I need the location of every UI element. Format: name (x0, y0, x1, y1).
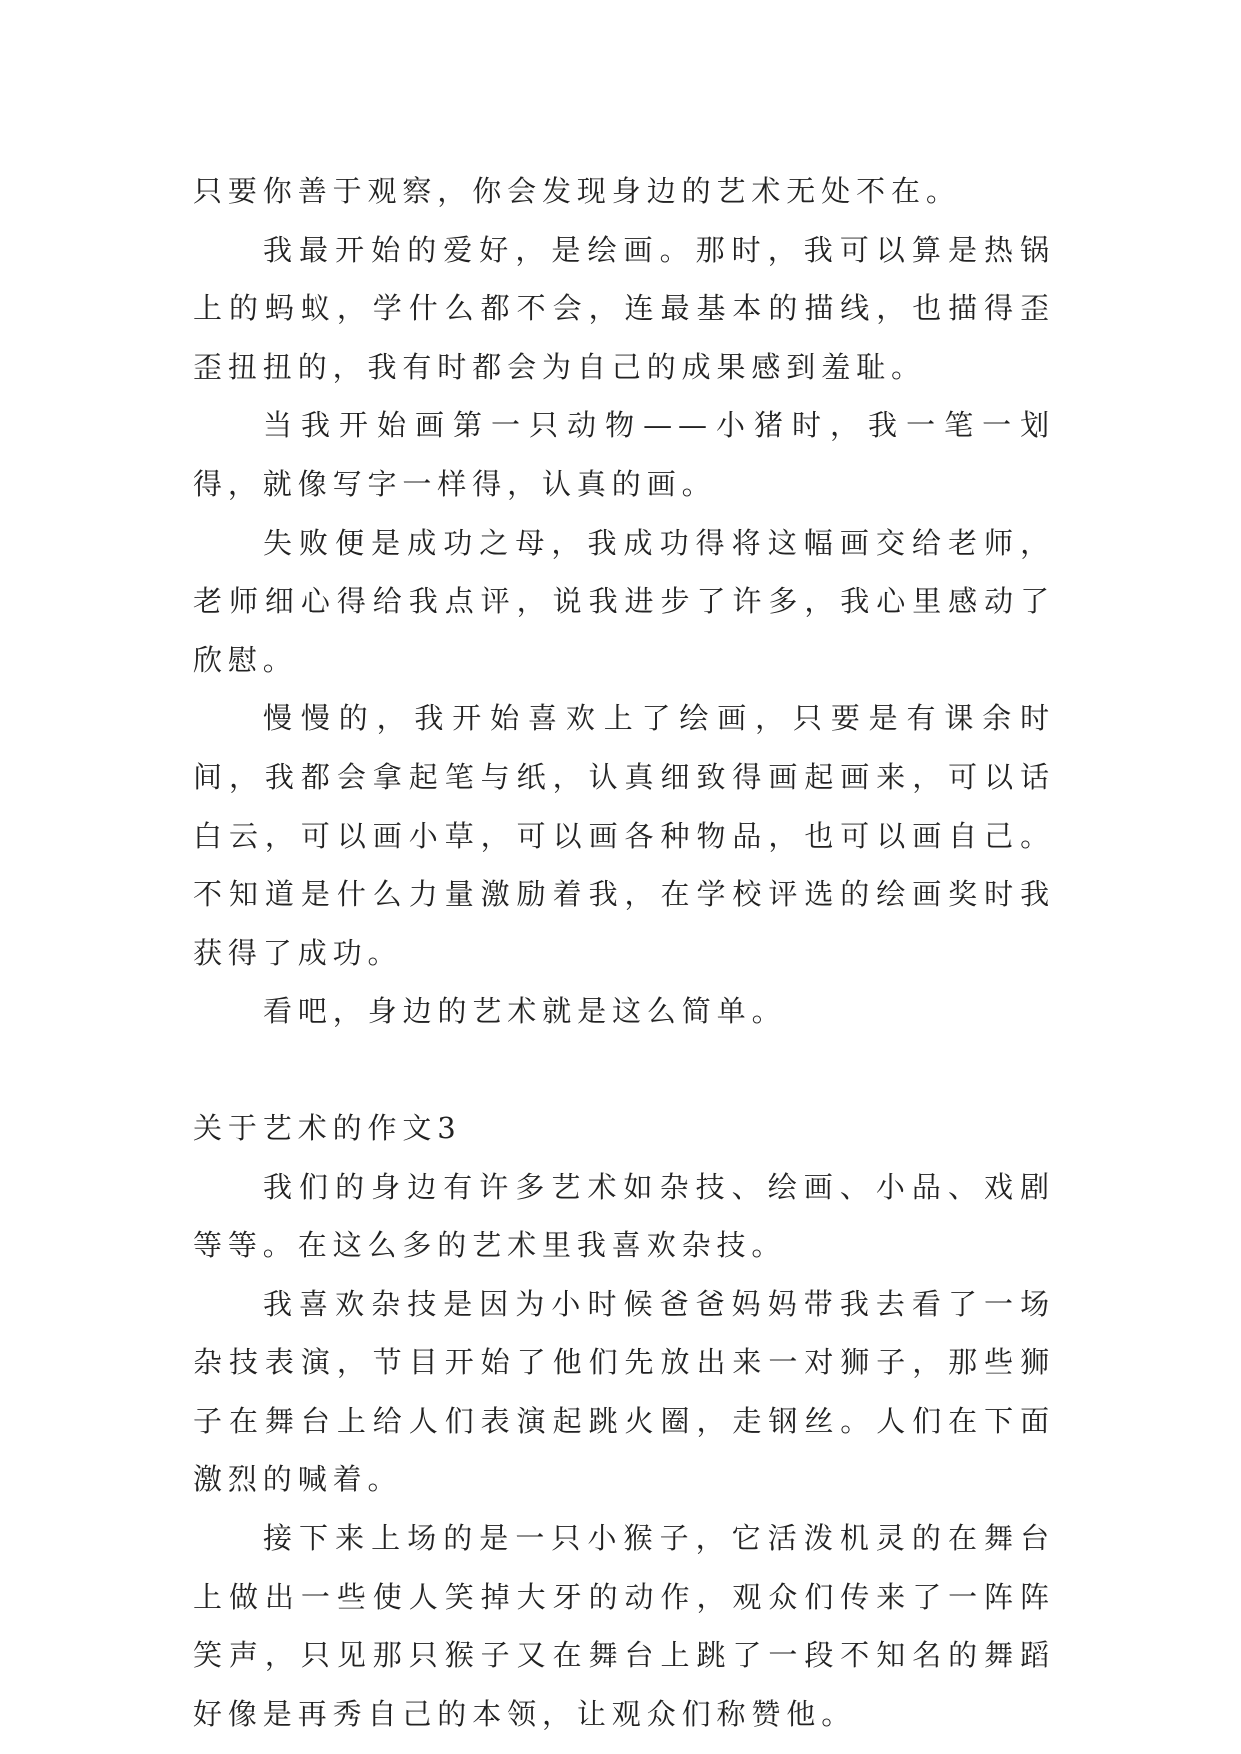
paragraph: 慢慢的，我开始喜欢上了绘画，只要是有课余时间，我都会拿起笔与纸，认真细致得画起画来，可以话白云，可以画小草，可以画各种物品，也可以画自己。不知道是什么力量激励着我，在学校评选的绘画奖时我获得了成功。 (193, 701, 1055, 970)
paragraph: 我们的身边有许多艺术如杂技、绘画、小品、戏剧等等。在这么多的艺术里我喜欢杂技。 (193, 1169, 1055, 1263)
paragraph-continuation: 只要你善于观察，你会发现身边的艺术无处不在。 (193, 174, 961, 208)
paragraph: 我最开始的爱好，是绘画。那时，我可以算是热锅上的蚂蚁，学什么都不会，连最基本的描线，也描得歪歪扭扭的，我有时都会为自己的成果感到羞耻。 (193, 232, 1055, 384)
paragraph: 看吧，身边的艺术就是这么简单。 (263, 994, 787, 1029)
paragraph: 接下来上场的是一只小猴子，它活泼机灵的在舞台上做出一些使人笑掉大牙的动作，观众们传来了一阵阵笑声，只见那只猴子又在舞台上跳了一段不知名的舞蹈好像是再秀自己的本领，让观众们称赞他。 (193, 1521, 1055, 1731)
section-gap (193, 1041, 1055, 1099)
section-heading: 关于艺术的作文3 (193, 1110, 462, 1145)
paragraph: 当我开始画第一只动物——小猪时，我一笔一划得，就像写字一样得，认真的画。 (193, 408, 1055, 501)
document-page (193, 162, 1055, 1743)
paragraph: 我喜欢杂技是因为小时候爸爸妈妈带我去看了一场杂技表演，节目开始了他们先放出来一对狮子，那些狮子在舞台上给人们表演起跳火圈，走钢丝。人们在下面激烈的喊着。 (193, 1286, 1055, 1497)
paragraph: 失败便是成功之母，我成功得将这幅画交给老师，老师细心得给我点评，说我进步了许多，我心里感动了欣慰。 (193, 525, 1055, 677)
